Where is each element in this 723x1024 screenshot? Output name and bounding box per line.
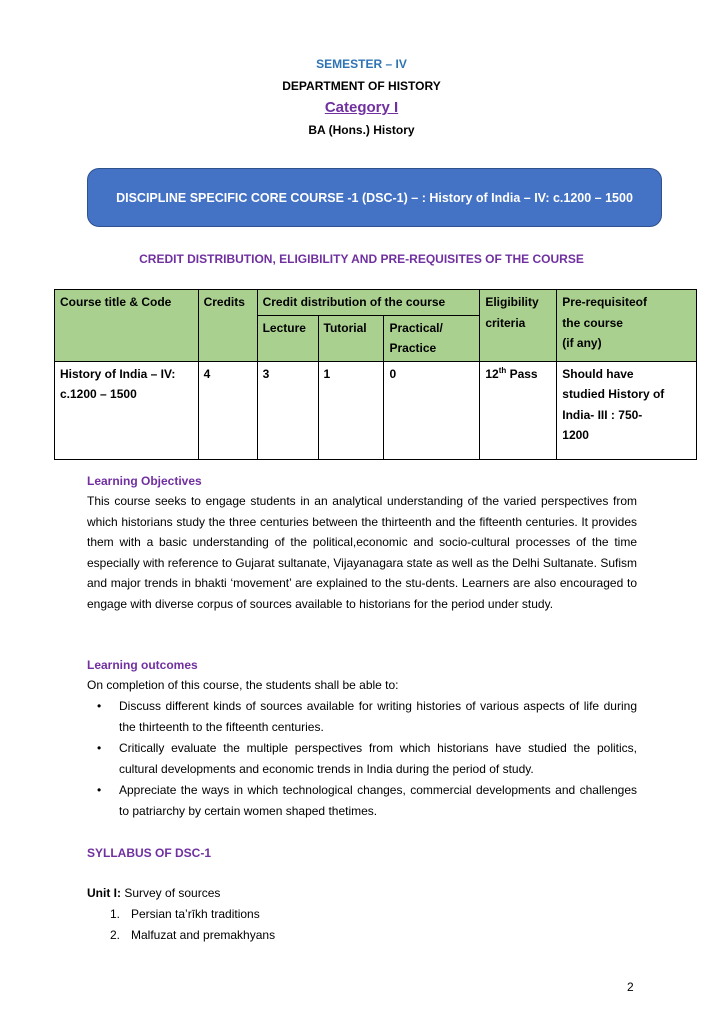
program-heading: BA (Hons.) History	[308, 123, 415, 137]
header-credits: Credits	[198, 290, 257, 362]
cell-credits: 4	[198, 361, 257, 459]
table-row	[55, 361, 697, 459]
learning-outcomes-list	[87, 696, 637, 822]
credit-table	[54, 289, 697, 460]
bullet-icon: •	[97, 741, 102, 755]
learning-objectives-body: This course seeks to engage students in an analytical understanding of the varied perspectives from which historians study the three centuries between the thirteenth and the fifteenth centuries. It provides them with a basic understanding of the political,economic and socio-cultural processes of the time especially with reference to Gujarat sultanate, Vijayanagara state as well as the Delhi Sultanate. Sufism and major trends in bhakti ‘movement’ are explained to the stu-dents. Learners are also encouraged to engage with diverse corpus of sources available to historians for the period under study.	[87, 494, 637, 611]
unit-title: Survey of sources	[121, 886, 221, 900]
header-course-title: Course title & Code	[55, 290, 199, 362]
semester-heading: SEMESTER – IV	[316, 57, 407, 71]
header-lecture: Lecture	[257, 315, 318, 361]
list-item: • Discuss different kinds of sources available for writing histories of various aspects of life during the thirteenth to the fifteenth centuries.	[87, 696, 637, 737]
header-credit-distribution: Credit distribution of the course	[257, 290, 480, 316]
bullet-icon: •	[97, 783, 102, 797]
header-eligibility: Eligibility criteria	[480, 290, 557, 362]
table-header-row	[55, 290, 697, 316]
category-heading: Category I	[324, 99, 399, 116]
course-banner	[87, 168, 662, 227]
credit-distribution-heading: CREDIT DISTRIBUTION, ELIGIBILITY AND PRE-REQUISITES OF THE COURSE	[139, 252, 584, 266]
unit-topic-list	[110, 904, 275, 946]
list-item: • Appreciate the ways in which technological changes, commercial developments and challenges to patriarchy by certain women shaped thetimes.	[87, 780, 637, 821]
list-item: 1. Persian ta’rīkh traditions	[110, 907, 260, 921]
cell-course-title: History of India – IV: c.1200 – 1500	[55, 361, 199, 459]
list-item: 2. Malfuzat and premakhyans	[110, 928, 276, 942]
header-practical: Practical/ Practice	[384, 315, 480, 361]
learning-outcomes-intro: On completion of this course, the students shall be able to:	[87, 678, 399, 692]
header-tutorial: Tutorial	[318, 315, 384, 361]
cell-prerequisite: Should have studied History of India- III : 750- 1200	[557, 361, 697, 459]
page-number: 2	[627, 980, 634, 994]
learning-objectives-heading: Learning Objectives	[87, 474, 202, 488]
cell-eligibility: 12th Pass	[480, 361, 557, 459]
bullet-icon: •	[97, 699, 102, 713]
department-heading: DEPARTMENT OF HISTORY	[282, 79, 441, 93]
cell-lecture: 3	[257, 361, 318, 459]
cell-tutorial: 1	[318, 361, 384, 459]
unit-heading	[87, 883, 637, 904]
list-item: • Critically evaluate the multiple perspectives from which historians have studied the politics, cultural developments and economic trends in India during the period of study.	[87, 738, 637, 779]
course-banner-text: DISCIPLINE SPECIFIC CORE COURSE -1 (DSC-1) – : History of India – IV: c.1200 – 1500	[116, 190, 633, 205]
header-prerequisite: Pre-requisiteof the course (if any)	[557, 290, 697, 362]
syllabus-heading: SYLLABUS OF DSC-1	[87, 846, 212, 860]
cell-practical: 0	[384, 361, 480, 459]
learning-outcomes-heading: Learning outcomes	[87, 658, 198, 672]
unit-label: Unit I:	[87, 886, 121, 900]
